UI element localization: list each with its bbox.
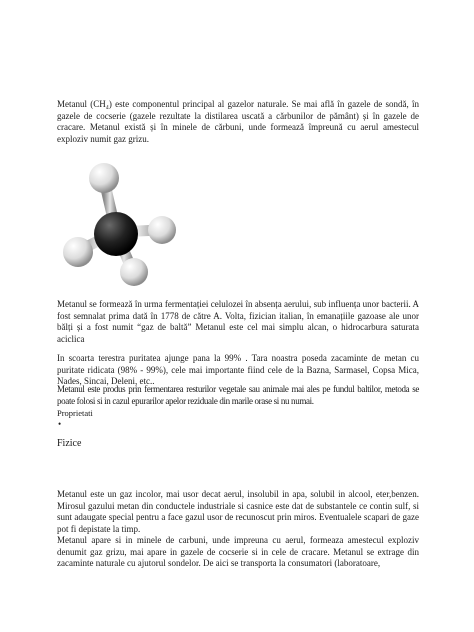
production-paragraph: Metanul este produs prin fermentarea resturilor vegetale sau animale mai ales pe fundul baltilor, metoda se poate folosi si in cazul epurarilor apelor reziduale din marile orase si nu numai.	[57, 384, 419, 406]
hydrogen-atom-top	[89, 163, 119, 193]
physical-paragraph-1: Metanul este un gaz incolor, mai usor decat aerul, insolubil in apa, solubil in alcool, eter,benzen. Mirosul gazului metan din conductele industriale si casnice este dat de substantele ce contin sulf, si sunt adaugate special pentru a face gazul usor de recunoscut prin miros. Eventualele scapari de gaze pot fi depistate la timp.	[57, 489, 419, 534]
methane-molecule-model	[60, 158, 180, 288]
bullet-point: •	[58, 419, 62, 429]
physical-properties-heading: Fizice	[57, 438, 82, 449]
reserves-paragraph: In scoarta terestra puritatea ajunge pana la 99% . Tara noastra poseda zacaminte de metan cu puritate ridicata (98% - 99%), cele mai importante fiind cele de la Bazna, Sarmasel, Copsa Mica, Nades, Sincai, Deleni, etc..	[57, 353, 419, 386]
intro-paragraph: Metanul (CH₄) este componentul principal al gazelor naturale. Se mai află în gazele de sondă, în gazele de cocserie (gazele rezultate la distilarea uscată a cărbunilor de pământ) și în gazele de cracare. Metanul există și în minele de cărbuni, unde formează împreună cu aerul amestecul exploziv numit gaz grizu.	[57, 99, 419, 144]
properties-label: Proprietati	[57, 408, 93, 418]
physical-paragraph-2: Metanul apare si in minele de carbuni, unde impreuna cu aerul, formeaza amestecul exploziv denumit gaz grizu, mai apare in gazele de cocserie si in cele de cracare. Metanul se extrage din zacaminte naturale cu ajutorul sondelor. De aici se transporta la consumatori (laboratoare,	[57, 535, 419, 568]
hydrogen-atom-bottom	[120, 258, 148, 286]
hydrogen-atom-left	[63, 237, 93, 267]
formation-paragraph: Metanul se formează în urma fermentației celulozei în absența aerului, sub influența unor bacterii. A fost semnalat prima dată în 1778 de către A. Volta, fizician italian, în emanațiile gazoase ale unor bălți și a fost numit “gaz de baltă” Metanul este cel mai simplu alcan, o hidrocarbura saturata aciclica	[57, 299, 419, 344]
hydrogen-atom-right	[148, 216, 176, 244]
carbon-atom	[94, 212, 138, 256]
